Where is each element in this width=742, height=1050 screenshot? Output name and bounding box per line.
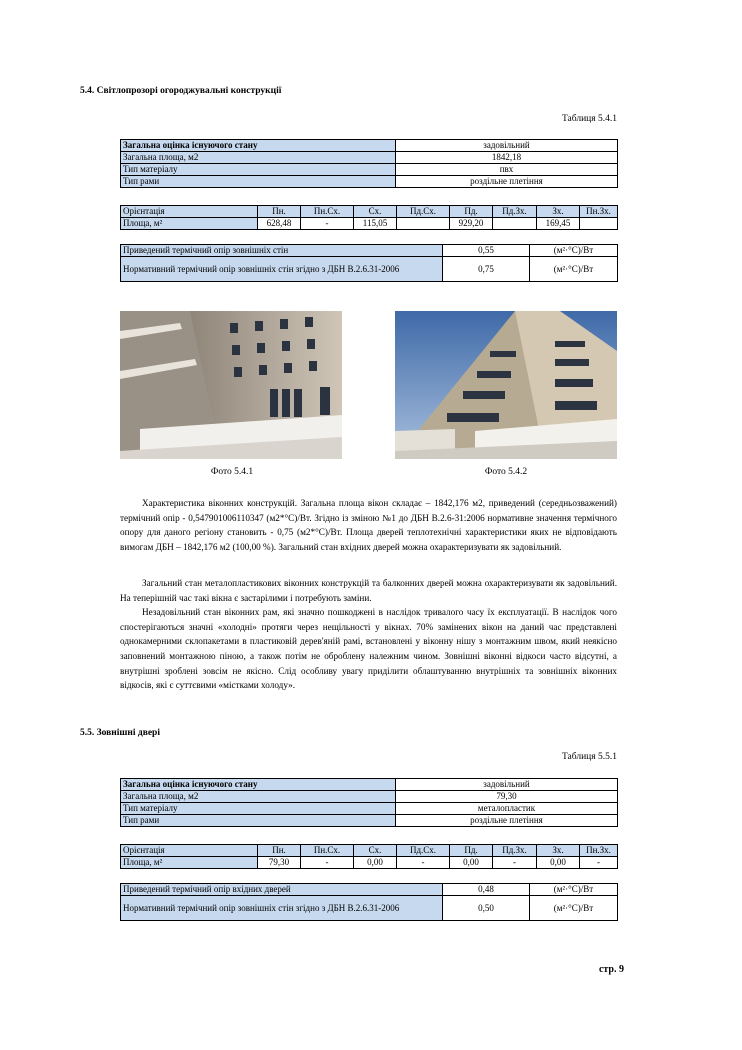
photo-5-4-1-caption: Фото 5.4.1: [210, 467, 254, 477]
table-cell: 0,75: [443, 257, 530, 282]
table-cell: 0,00: [537, 857, 580, 869]
table-5-5-1-orientation: [120, 844, 618, 869]
table-cell: Приведений термічний опір вхідних дверей: [121, 884, 443, 896]
table-cell: -: [301, 857, 354, 869]
table-cell: задовільний: [396, 140, 618, 152]
table-5-5-1-thermal: [120, 883, 618, 921]
table-header-cell: Пн.Сх.: [301, 845, 354, 857]
table-cell: роздільне плетіння: [396, 815, 618, 827]
table-row: [121, 896, 618, 921]
table-header-cell: Сх.: [354, 206, 397, 218]
table-row: [121, 218, 618, 230]
paragraph-text: Характеристика віконних конструкцій. Загальна площа вікон складає – 1842,176 м2, приведений (середньозважений) термічний опір - 0,547901006110347 (м2*°С)/Вт. Згідно із зміною №1 до ДБН В.2.6-31:2006 нормативне значення термічного опору для даного регіону становить - 0,75 (м2*°С)/Вт. Площа дверей теплотехнічні характеристики яких не відповідають вимогам ДБН – 1842,176 м2 (100,00 %). Загальний стан вхідних дверей можна охарактеризувати як задовільний.: [120, 498, 617, 552]
table-cell: задовільний: [396, 779, 618, 791]
table-header-cell: Пд.Зх.: [493, 206, 537, 218]
table-header-cell: Пд.Сх.: [397, 206, 450, 218]
table-header-cell: Сх.: [354, 845, 397, 857]
table-header-cell: Пн.Зх.: [580, 206, 618, 218]
table-header-cell: Зх.: [537, 206, 580, 218]
table-cell: Загальна площа, м2: [121, 791, 396, 803]
table-cell: (м²·°С)/Вт: [530, 257, 618, 282]
table-row: [121, 779, 618, 791]
table-cell: Тип рами: [121, 815, 396, 827]
table-cell: 79,30: [258, 857, 301, 869]
table-header-cell: Орієнтація: [121, 845, 258, 857]
table-5-4-1-caption: Таблиця 5.4.1: [561, 114, 617, 124]
table-row: [121, 257, 618, 282]
paragraph-text: Загальний стан металопластикових віконних конструкцій та балконних дверей можна охарактеризувати як задовільний. На теперішній час такі вікна є застарілими і потребують заміни.: [120, 578, 617, 603]
table-header-row: [121, 206, 618, 218]
table-cell: Загальна оцінка існуючого стану: [121, 140, 396, 152]
table-cell: [580, 218, 618, 230]
table-cell: Загальна оцінка існуючого стану: [121, 779, 396, 791]
table-cell: 79,30: [396, 791, 618, 803]
photo-5-4-2: [395, 311, 617, 459]
table-cell: Площа, м²: [121, 218, 258, 230]
paragraph-window-characteristics: [120, 496, 617, 554]
table-row: [121, 152, 618, 164]
table-cell: Тип рами: [121, 176, 396, 188]
table-row: [121, 803, 618, 815]
table-cell: 1842,18: [396, 152, 618, 164]
table-header-cell: Пд.: [450, 206, 493, 218]
table-cell: Тип матеріалу: [121, 803, 396, 815]
table-header-cell: Пд.Зх.: [493, 845, 537, 857]
table-cell: [397, 218, 450, 230]
table-header-cell: Пн.: [258, 206, 301, 218]
table-header-cell: Пн.Сх.: [301, 206, 354, 218]
table-5-4-1-orientation: [120, 205, 618, 230]
table-cell: 0,50: [443, 896, 530, 921]
table-cell: 0,00: [354, 857, 397, 869]
table-row: [121, 791, 618, 803]
table-row: [121, 245, 618, 257]
table-cell: металопластик: [396, 803, 618, 815]
table-cell: 0,00: [450, 857, 493, 869]
section-5-4-heading: 5.4. Світлопрозорі огороджувальні конструкції: [80, 86, 282, 96]
table-row: [121, 176, 618, 188]
table-cell: роздільне плетіння: [396, 176, 618, 188]
table-cell: (м²·°С)/Вт: [530, 896, 618, 921]
table-row: [121, 164, 618, 176]
table-5-5-1-caption: Таблиця 5.5.1: [561, 752, 617, 762]
table-cell: [493, 218, 537, 230]
table-cell: Тип матеріалу: [121, 164, 396, 176]
table-header-cell: Пд.Сх.: [397, 845, 450, 857]
table-cell: Загальна площа, м2: [121, 152, 396, 164]
page-number: стр. 9: [598, 964, 624, 975]
photo-5-4-1: [120, 311, 342, 459]
table-cell: -: [397, 857, 450, 869]
table-header-cell: Орієнтація: [121, 206, 258, 218]
table-cell: -: [580, 857, 618, 869]
table-cell: Площа, м²: [121, 857, 258, 869]
table-cell: (м²·°С)/Вт: [530, 884, 618, 896]
table-cell: 115,05: [354, 218, 397, 230]
table-cell: Приведений термічний опір зовнішніх стін: [121, 245, 443, 257]
table-row: [121, 857, 618, 869]
paragraph-text: Незадовільний стан віконних рам, які значно пошкоджені в наслідок тривалого часу їх експлуатації. В наслідок чого спостерігаються значні «холодні» протяги через нещільності у вікнах. 70% замінених вікон на даний час представлені однокамерними склопакетами в пластиковій дерев'яній рамі, встановлені у віконну нішу з монтажним швом, який неякісно заповнений монтажною піною, а також потім не оброблену належним чином. Зовнішні віконні відкоси часто відсутні, а внутрішні зроблені зовсім не якісно. Слід особливу увагу приділити облаштуванню внутрішніх та зовнішніх віконних відкосів, які є суттєвими «містками холоду».: [120, 607, 617, 691]
table-cell: 929,20: [450, 218, 493, 230]
table-cell: Нормативний термічний опір зовнішніх стін згідно з ДБН В.2.6.31-2006: [121, 896, 443, 921]
section-5-5-heading: 5.5. Зовнішні двері: [80, 728, 160, 738]
table-header-cell: Зх.: [537, 845, 580, 857]
table-5-4-1-thermal: [120, 244, 618, 282]
table-header-row: [121, 845, 618, 857]
table-row: [121, 884, 618, 896]
table-header-cell: Пн.: [258, 845, 301, 857]
table-cell: -: [301, 218, 354, 230]
table-header-cell: Пд.: [450, 845, 493, 857]
paragraph-window-condition: [120, 576, 617, 693]
table-cell: 169,45: [537, 218, 580, 230]
table-cell: 0,55: [443, 245, 530, 257]
table-cell: пвх: [396, 164, 618, 176]
building-photo-image: [120, 311, 342, 459]
table-cell: -: [493, 857, 537, 869]
table-cell: (м²·°С)/Вт: [530, 245, 618, 257]
table-cell: Нормативний термічний опір зовнішніх стін згідно з ДБН В.2.6.31-2006: [121, 257, 443, 282]
table-5-5-1-general: [120, 778, 618, 827]
table-cell: 628,48: [258, 218, 301, 230]
photo-5-4-2-caption: Фото 5.4.2: [484, 467, 528, 477]
table-5-4-1-general: [120, 139, 618, 188]
building-photo-image: [395, 311, 617, 459]
table-header-cell: Пн.Зх.: [580, 845, 618, 857]
table-cell: 0,48: [443, 884, 530, 896]
table-row: [121, 815, 618, 827]
table-row: [121, 140, 618, 152]
